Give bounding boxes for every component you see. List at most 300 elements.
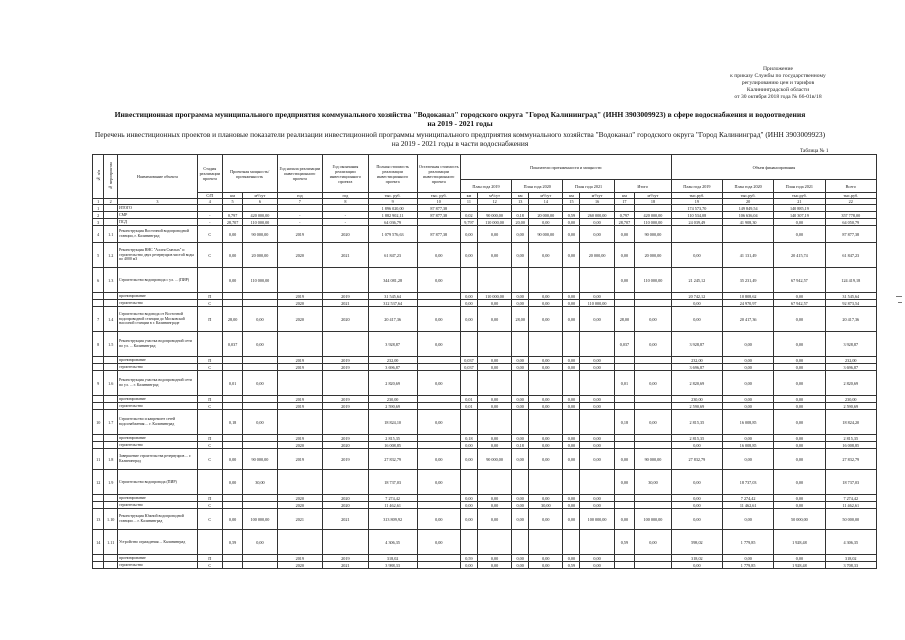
cell-name: строительство	[118, 364, 198, 371]
subtitle-line: на 2019 - 2021 годы в части водоснабжения	[391, 139, 529, 148]
cell-a4	[614, 562, 635, 569]
cell-km: 0,797	[222, 212, 243, 219]
cell-stage: -	[197, 219, 222, 226]
cell-b3: 0,00	[580, 435, 614, 442]
cell-a3: 0,00	[563, 449, 580, 470]
cell-b3: 0,00	[580, 555, 614, 562]
unit-rub: тыс.руб.	[723, 193, 774, 199]
cell-f1: 110 534,08	[671, 212, 722, 219]
cell-stage: П	[197, 307, 222, 332]
cell-item	[104, 357, 118, 364]
column-number: 14	[529, 199, 563, 205]
cell-full: 2 815,35	[368, 435, 417, 442]
cell-item	[104, 562, 118, 569]
cell-no	[93, 495, 104, 502]
cell-res: 0,00	[417, 371, 460, 396]
table-row	[93, 495, 877, 502]
cell-b4	[635, 364, 672, 371]
column-number: 19	[671, 199, 722, 205]
cell-b4	[635, 442, 672, 449]
cell-no	[93, 396, 104, 403]
cell-item	[104, 555, 118, 562]
cell-stage	[197, 410, 222, 435]
cell-m3	[243, 293, 277, 300]
column-number: 12	[477, 199, 511, 205]
cell-a2: 0,00	[512, 509, 529, 530]
cell-a4: 0,01	[614, 371, 635, 396]
cell-b3: 20 000,00	[580, 243, 614, 268]
cell-a1: 0,01	[460, 396, 477, 403]
cell-f3: 0,00	[774, 502, 825, 509]
cell-a4	[614, 435, 635, 442]
cell-a4: 0,797	[614, 212, 635, 219]
cell-a3: 0,00	[563, 403, 580, 410]
cell-item: 1.10	[104, 509, 118, 530]
table-row	[93, 410, 877, 435]
cell-a1	[460, 371, 477, 396]
cell-no: 3	[93, 219, 104, 226]
cell-y2: 2020	[323, 226, 369, 243]
title-line: на 2019 - 2021 годы	[427, 119, 493, 128]
cell-res: 87 877,38	[417, 212, 460, 219]
cell-a3: 0,00	[563, 555, 580, 562]
table-row	[93, 364, 877, 371]
cell-km: 0,00	[222, 470, 243, 495]
column-number: 17	[614, 199, 635, 205]
cell-a4: 0,00	[614, 470, 635, 495]
cell-b2: 0,00	[529, 555, 563, 562]
cell-f3: 67 942,57	[774, 300, 825, 307]
cell-res	[417, 219, 460, 226]
cell-f2: 0,00	[723, 449, 774, 470]
cell-b4	[635, 396, 672, 403]
cell-name: Строительство и капремонт сетей водоснабжения ... г. Калининград	[118, 410, 198, 435]
cell-stage: С	[197, 403, 222, 410]
cell-y2: 2019	[323, 293, 369, 300]
cell-name: Строительство водопровода с ул. ... (ПИР)	[118, 268, 198, 293]
cell-y1	[277, 470, 323, 495]
header-finance: Объем финансирования	[671, 155, 876, 180]
cell-a3: 0,00	[563, 396, 580, 403]
column-number: 9	[368, 199, 417, 205]
unit-m3: м³/сут	[243, 193, 277, 199]
cell-res	[417, 357, 460, 364]
cell-km: 0,01	[222, 371, 243, 396]
cell-a3: 0,00	[563, 509, 580, 530]
cell-name: Реконструкция Южной водопроводной станции ... г. Калининград	[118, 509, 198, 530]
cell-res	[417, 396, 460, 403]
table-number: Таблица № 1	[800, 148, 829, 154]
cell-no	[93, 300, 104, 307]
cell-b1: 0,00	[477, 502, 511, 509]
cell-a1: 0,00	[460, 307, 477, 332]
cell-f3: 0,00	[774, 449, 825, 470]
cell-item	[104, 300, 118, 307]
cell-f2: 20 417,36	[723, 307, 774, 332]
cell-stage: С	[197, 442, 222, 449]
cell-m3	[243, 502, 277, 509]
cell-km: 0,59	[222, 530, 243, 555]
table-row	[93, 555, 877, 562]
column-number: 2	[104, 199, 118, 205]
cell-a4: 0,59	[614, 530, 635, 555]
investment-table-wrapper	[92, 154, 877, 569]
cell-f2: 106 636,04	[723, 212, 774, 219]
cell-a3: 0,00	[563, 293, 580, 300]
cell-f3: 0,00	[774, 410, 825, 435]
cell-stage: П	[197, 435, 222, 442]
cell-km: 0,00	[222, 243, 243, 268]
cell-full: 344 081,28	[368, 268, 417, 293]
column-number: 1	[93, 199, 104, 205]
cell-f3: 0,00	[774, 435, 825, 442]
cell-y1: 2020	[277, 562, 323, 569]
cell-no: 13	[93, 509, 104, 530]
cell-km	[222, 555, 243, 562]
cell-f2: 0,00	[723, 396, 774, 403]
cell-y2: 2019	[323, 357, 369, 364]
cell-a2: 0,00	[512, 449, 529, 470]
cell-b1: 90 000,00	[477, 212, 511, 219]
cell-full: 232,00	[368, 357, 417, 364]
cell-y2: 2019	[323, 364, 369, 371]
cell-a4: 0,037	[614, 332, 635, 357]
column-number: 18	[635, 199, 672, 205]
cell-a4	[614, 364, 635, 371]
cell-b2	[529, 470, 563, 495]
cell-f1	[671, 226, 722, 243]
unit-km: км	[512, 193, 529, 199]
cell-f4: 87 877,38	[825, 226, 876, 243]
cell-b1	[477, 205, 511, 212]
cell-b2: 0,00	[529, 449, 563, 470]
unit-rub: тыс. руб.	[417, 193, 460, 199]
cell-a1: 0,00	[460, 562, 477, 569]
cell-m3	[243, 435, 277, 442]
cell-a1: 0,00	[460, 495, 477, 502]
column-number: 6	[243, 199, 277, 205]
table-row	[93, 226, 877, 243]
cell-stage: С	[197, 300, 222, 307]
cell-f3: 140 307,19	[774, 212, 825, 219]
cell-b4	[635, 205, 672, 212]
cell-a3	[563, 530, 580, 555]
cell-a1: 0,00	[460, 243, 477, 268]
cell-stage: -	[197, 212, 222, 219]
cell-name: Реконструкция Восточной водопроводной станции, г. Калининград	[118, 226, 198, 243]
cell-no: 11	[93, 449, 104, 470]
cell-item	[104, 293, 118, 300]
cell-a4	[614, 403, 635, 410]
cell-f1: 27 832,79	[671, 449, 722, 470]
cell-a1: 0,01	[460, 403, 477, 410]
cell-full: 4 306,35	[368, 530, 417, 555]
cell-b3	[580, 205, 614, 212]
cell-m3: 30,00	[243, 470, 277, 495]
cell-f3: 0,00	[774, 293, 825, 300]
cell-f4: 2 815,35	[825, 435, 876, 442]
unit-rub: тыс.руб.	[671, 193, 722, 199]
cell-a4: 0,18	[614, 410, 635, 435]
cell-a1: 0,037	[460, 357, 477, 364]
cell-a1	[460, 530, 477, 555]
cell-y2: 2021	[323, 300, 369, 307]
cell-b3	[580, 371, 614, 396]
unit-year: год	[323, 193, 369, 199]
cell-f2: 16 008,85	[723, 410, 774, 435]
header-plan-2019: План года 2019	[460, 180, 511, 193]
column-number: 7	[277, 199, 323, 205]
cell-a4	[614, 300, 635, 307]
cell-b3: 0,00	[580, 219, 614, 226]
cell-b1	[477, 530, 511, 555]
cell-full: 18 737,03	[368, 470, 417, 495]
cell-f1: 232,00	[671, 357, 722, 364]
cell-a1: 0,00	[460, 502, 477, 509]
cell-f2: 16 008,85	[723, 442, 774, 449]
cell-b1	[477, 371, 511, 396]
cell-b1	[477, 332, 511, 357]
cell-a2: 0,18	[512, 442, 529, 449]
cell-f1: 0,00	[671, 509, 722, 530]
cell-b4: 20 000,00	[635, 243, 672, 268]
cell-full: 7 274,42	[368, 495, 417, 502]
cell-full: 18 824,10	[368, 410, 417, 435]
cell-a2	[512, 530, 529, 555]
cell-b3: 0,00	[580, 442, 614, 449]
cell-name: строительство	[118, 502, 198, 509]
cell-f4: 3 696,87	[825, 364, 876, 371]
cell-a4	[614, 495, 635, 502]
cell-km: 0,00	[222, 509, 243, 530]
cell-b3: 0,00	[580, 226, 614, 243]
cell-f3: 0,00	[774, 307, 825, 332]
cell-f1: 3 696,87	[671, 364, 722, 371]
cell-b3: 0,00	[580, 562, 614, 569]
cell-res	[417, 495, 460, 502]
cell-f2: 0,00	[723, 332, 774, 357]
cell-b2: 0,00	[529, 357, 563, 364]
cell-b3: 0,00	[580, 293, 614, 300]
column-number: 4	[197, 199, 222, 205]
cell-res	[417, 364, 460, 371]
cell-item: 1.5	[104, 332, 118, 357]
cell-km	[222, 364, 243, 371]
cell-f3: 140 885,19	[774, 205, 825, 212]
cell-b1: 110 000,00	[477, 219, 511, 226]
cell-f1: 174 573,70	[671, 205, 722, 212]
table-row	[93, 300, 877, 307]
cell-f1: 0,00	[671, 300, 722, 307]
cell-b2: 0,00	[529, 403, 563, 410]
cell-full: 2 590,69	[368, 403, 417, 410]
cell-b1	[477, 410, 511, 435]
cell-b2	[529, 205, 563, 212]
cell-m3: 20 000,00	[243, 243, 277, 268]
table-row	[93, 332, 877, 357]
cell-f4	[825, 205, 876, 212]
cell-full: 27 832,79	[368, 449, 417, 470]
cell-f1: 21 245,12	[671, 268, 722, 293]
cell-a3: 0,00	[563, 502, 580, 509]
cell-b1: 0,00	[477, 403, 511, 410]
cell-a3: 0,00	[563, 226, 580, 243]
cell-f3: 1 928,48	[774, 530, 825, 555]
cell-name: проектирование	[118, 396, 198, 403]
cell-b2: 0,00	[529, 293, 563, 300]
table-row	[93, 371, 877, 396]
cell-b4: 90 000,00	[635, 226, 672, 243]
cell-f2: 0,00	[723, 435, 774, 442]
cell-item	[104, 205, 118, 212]
cell-f1: 2 820,69	[671, 371, 722, 396]
header-full-cost: Полная стоимость реализации инвестиционного проекта	[368, 155, 417, 193]
cell-km	[222, 403, 243, 410]
cell-res: 0,00	[417, 410, 460, 435]
header-num: № п/п	[93, 155, 104, 199]
cell-f1: 230,00	[671, 396, 722, 403]
cell-item	[104, 364, 118, 371]
cell-a2	[512, 410, 529, 435]
cell-y2	[323, 268, 369, 293]
cell-f2: 0,00	[723, 509, 774, 530]
margin-mark	[898, 302, 902, 303]
cell-km	[222, 300, 243, 307]
cell-stage: С	[197, 364, 222, 371]
cell-b4: 100 000,00	[635, 509, 672, 530]
cell-b2: 30,00	[529, 502, 563, 509]
cell-b3	[580, 470, 614, 495]
cell-a2: 0,00	[512, 555, 529, 562]
cell-f2: 41 908,30	[723, 219, 774, 226]
cell-a1	[460, 205, 477, 212]
cell-stage: П	[197, 357, 222, 364]
cell-f4: 27 832,79	[825, 449, 876, 470]
column-number: 10	[417, 199, 460, 205]
cell-a1	[460, 470, 477, 495]
cell-y1: 2020	[277, 442, 323, 449]
table-row	[93, 442, 877, 449]
cell-f3: 0,00	[774, 403, 825, 410]
cell-a1: 0,037	[460, 364, 477, 371]
cell-full: 3 988,33	[368, 562, 417, 569]
cell-stage	[197, 371, 222, 396]
cell-res	[417, 555, 460, 562]
cell-f1: 598,02	[671, 530, 722, 555]
cell-no	[93, 435, 104, 442]
cell-y2: -	[323, 212, 369, 219]
cell-name: Завершение строительства резервуаров ... г. Калининград	[118, 449, 198, 470]
cell-f1: 318,02	[671, 555, 722, 562]
cell-m3: 0,00	[243, 410, 277, 435]
cell-f3: 0,00	[774, 357, 825, 364]
unit-km: км	[563, 193, 580, 199]
cell-item	[104, 396, 118, 403]
cell-m3: 0,00	[243, 371, 277, 396]
cell-y1: 2019	[277, 435, 323, 442]
table-row	[93, 205, 877, 212]
cell-f1: 0,00	[671, 442, 722, 449]
cell-m3: 110 000,00	[243, 219, 277, 226]
cell-b2	[529, 371, 563, 396]
cell-b4: 420 000,00	[635, 212, 672, 219]
cell-b3: 0,00	[580, 357, 614, 364]
cell-no	[93, 293, 104, 300]
cell-name: Реконструкция ВНС "Аллея Смелых" и строительство двух резервуаров чистой воды по 4000 м3	[118, 243, 198, 268]
cell-res	[417, 435, 460, 442]
cell-full: 230,00	[368, 396, 417, 403]
column-number: 5	[222, 199, 243, 205]
cell-a3	[563, 470, 580, 495]
cell-res: 0,00	[417, 332, 460, 357]
cell-km	[222, 293, 243, 300]
cell-stage: П	[197, 293, 222, 300]
cell-b4	[635, 403, 672, 410]
cell-f4: 357 778,00	[825, 212, 876, 219]
cell-item: 1.4	[104, 307, 118, 332]
cell-res	[417, 502, 460, 509]
cell-res	[417, 562, 460, 569]
cell-a4: 28,707	[614, 219, 635, 226]
table-row	[93, 435, 877, 442]
cell-f1: 2 815,35	[671, 435, 722, 442]
cell-f3: 1 928,48	[774, 562, 825, 569]
cell-y2	[323, 410, 369, 435]
cell-a3: 0,00	[563, 435, 580, 442]
cell-b2	[529, 410, 563, 435]
cell-full: 313 809,92	[368, 509, 417, 530]
cell-y2	[323, 332, 369, 357]
cell-no	[93, 442, 104, 449]
table-row	[93, 212, 877, 219]
cell-f1: 3 928,87	[671, 332, 722, 357]
cell-b4: 0,00	[635, 332, 672, 357]
cell-y1: 2020	[277, 495, 323, 502]
header-finance-2019: План года 2019	[671, 180, 722, 193]
column-number: 3	[118, 199, 198, 205]
cell-a2	[512, 332, 529, 357]
cell-f2: 149 849,54	[723, 205, 774, 212]
cell-a1: 0,02	[460, 212, 477, 219]
cell-f4: 18 737,03	[825, 470, 876, 495]
cell-m3: 90 000,00	[243, 449, 277, 470]
cell-a3	[563, 268, 580, 293]
cell-km: 28,707	[222, 219, 243, 226]
cell-km	[222, 442, 243, 449]
cell-y2: 2021	[323, 562, 369, 569]
cell-km: 0,00	[222, 226, 243, 243]
header-name: Наименование объекта	[118, 155, 198, 199]
cell-item	[104, 442, 118, 449]
cell-a2: 0,00	[512, 300, 529, 307]
cell-m3	[243, 205, 277, 212]
cell-y2: 2021	[323, 509, 369, 530]
cell-name: Реконструкция участка водопроводной сети по ул. ... г. Калининград	[118, 371, 198, 396]
cell-a4: 0,00	[614, 509, 635, 530]
table-row	[93, 357, 877, 364]
cell-item	[104, 495, 118, 502]
cell-a1: 0,00	[460, 226, 477, 243]
unit-km: км	[614, 193, 635, 199]
cell-name: Устройство ограждения ... Калининград	[118, 530, 198, 555]
cell-res: 0,00	[417, 307, 460, 332]
cell-stage: С	[197, 562, 222, 569]
cell-f3: 0,00	[774, 442, 825, 449]
cell-f2: 0,00	[723, 555, 774, 562]
cell-no: 8	[93, 332, 104, 357]
cell-y1: 2019	[277, 357, 323, 364]
cell-stage	[197, 332, 222, 357]
